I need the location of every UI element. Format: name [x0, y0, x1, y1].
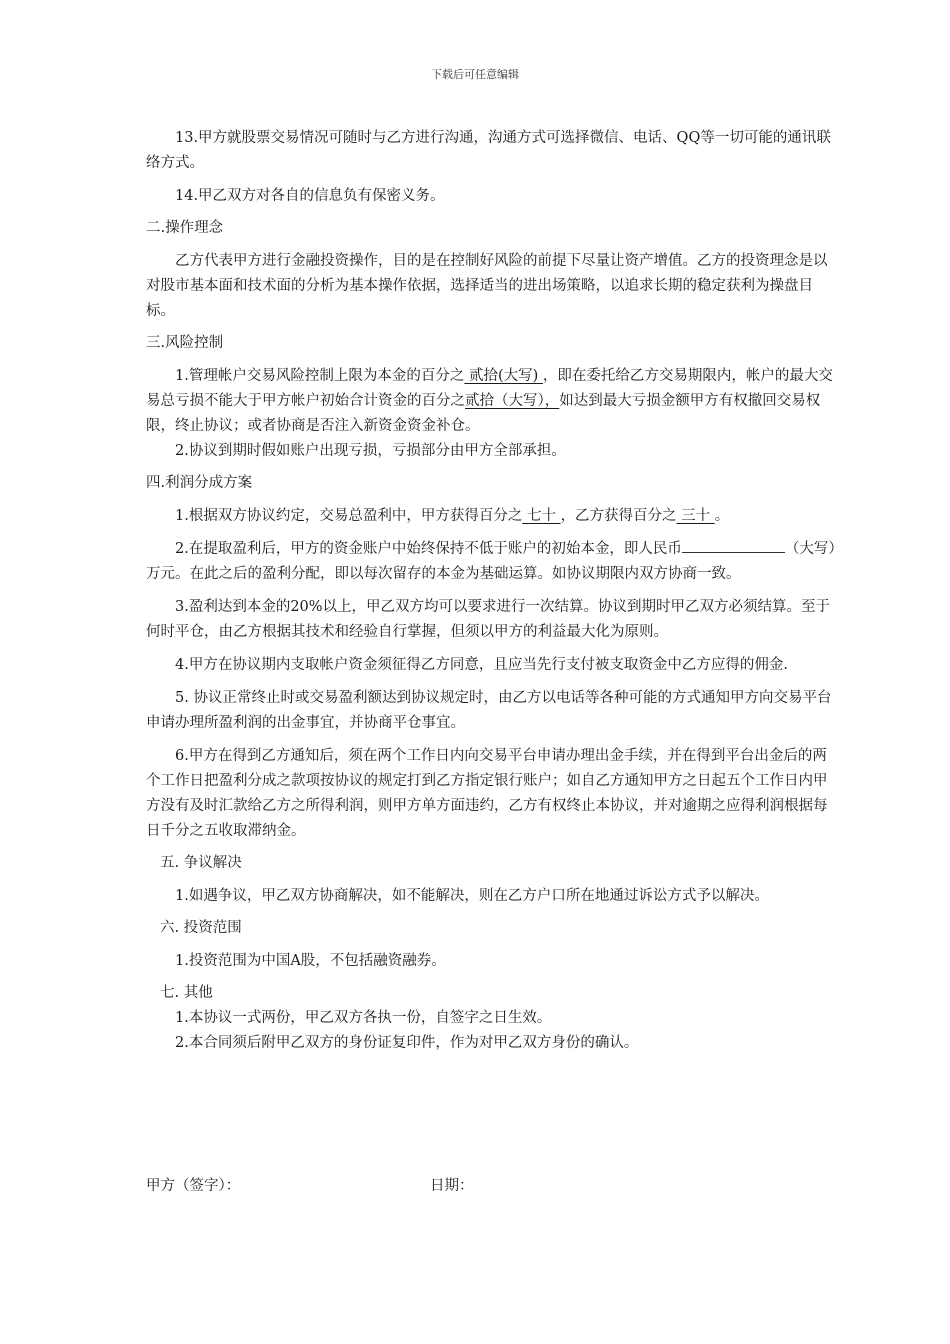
section-5-clause-1: 1.如遇争议，甲乙双方协商解决，如不能解决，则在乙方户口所在地通过诉讼方式予以解决。: [175, 888, 769, 904]
clause-13: 13.甲方就股票交易情况可随时与乙方进行沟通，沟通方式可选择微信、电话、QQ等一切可能的通讯联络方式。: [146, 130, 831, 171]
section-4-clause-6: 6.甲方在得到乙方通知后，须在两个工作日内向交易平台申请办理出金手续，并在得到平台出金后的两个工作日把盈利分成之款项按协议的规定打到乙方指定银行账户；如自乙方通知甲方之日起五个工作日内甲方没有及时汇款给乙方之所得利润，则甲方单方面违约，乙方有权终止本协议，并对逾期之应得利润根据每日千分之五收取滞纳金。: [146, 748, 828, 839]
party-a-signature-label: 甲方（签字）：: [146, 1178, 241, 1194]
section-3-clause-2: 2.协议到期时假如账户出现亏损，亏损部分由甲方全部承担。: [175, 443, 566, 459]
section-7-clause-1: 1.本协议一式两份，甲乙双方各执一份，自签字之日生效。: [175, 1010, 552, 1026]
section-4-clause-2: 2.在提取盈利后，甲方的资金账户中始终保持不低于账户的初始本金，即人民币 （大写）万元。在此之后的盈利分配，即以每次留存的本金为基础运算。如协议期限内双方协商一致。: [146, 537, 840, 587]
section-3-clause-1: 1.管理帐户交易风险控制上限为本金的百分之 贰拾(大写) ，即在委托给乙方交易期限内，帐户的最大交易总亏损不能大于甲方帐户初始合计资金的百分之贰拾（大写），如达到最大亏损金额甲方有权撤回交易权限，终止协议；或者协商是否注入新资金资金补仓。: [146, 368, 833, 434]
amount-blank-cont: [757, 537, 785, 553]
section-7-heading: 七. 其他: [160, 985, 213, 1001]
risk-limit-percent: 贰拾(大写): [464, 368, 543, 384]
amount-blank: [682, 537, 757, 553]
section-2-heading: 二.操作理念: [146, 220, 224, 236]
section-7-clause-2: 2.本合同须后附甲乙双方的身份证复印件，作为对甲乙双方身份的确认。: [175, 1035, 639, 1051]
section-6-clause-1: 1.投资范围为中国A股，不包括融资融券。: [175, 953, 446, 969]
section-4-clause-3: 3.盈利达到本金的20%以上，甲乙双方均可以要求进行一次结算。协议到期时甲乙双方必须结算。至于何时平仓，由乙方根据其技术和经验自行掌握，但须以甲方的利益最大化为原则。: [146, 599, 831, 640]
page-header: 下载后可任意编辑: [431, 68, 519, 81]
section-4-clause-5: 5. 协议正常终止时或交易盈利额达到协议规定时，由乙方以电话等各种可能的方式通知甲方向交易平台申请办理所盈利润的出金事宜，并协商平仓事宜。: [146, 690, 832, 731]
section-2-paragraph: 乙方代表甲方进行金融投资操作，目的是在控制好风险的前提下尽量让资产增值。乙方的投资理念是以对股市基本面和技术面的分析为基本操作依据，选择适当的进出场策略，以追求长期的稳定获利为操盘目标。: [146, 253, 828, 319]
clause-14: 14.甲乙双方对各自的信息负有保密义务。: [175, 188, 445, 204]
section-4-clause-1: 1.根据双方协议约定，交易总盈利中，甲方获得百分之 七十 ，乙方获得百分之 三十 。: [175, 508, 730, 524]
section-5-heading: 五. 争议解决: [160, 855, 242, 871]
section-6-heading: 六. 投资范围: [160, 920, 242, 936]
section-4-heading: 四.利润分成方案: [146, 475, 253, 491]
date-label: 日期：: [430, 1178, 474, 1194]
section-4-clause-4: 4.甲方在协议期内支取帐户资金须征得乙方同意，且应当先行支付被支取资金中乙方应得的佣金.: [175, 657, 788, 673]
max-loss-percent: 贰拾（大写），: [465, 393, 560, 409]
section-3-heading: 三.风险控制: [146, 335, 224, 351]
party-a-share: 七十: [522, 508, 561, 524]
party-b-share: 三十: [676, 508, 715, 524]
contract-body: [146, 126, 840, 1056]
